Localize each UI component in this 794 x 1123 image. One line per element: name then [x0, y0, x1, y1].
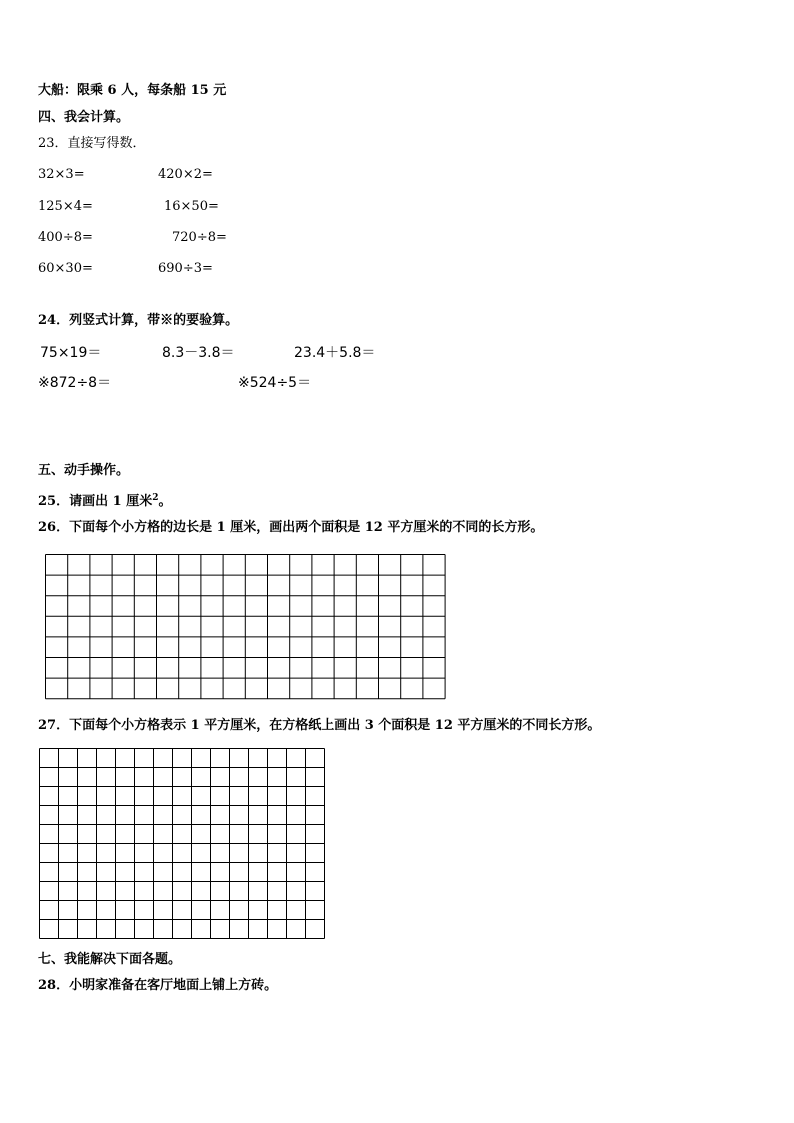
- question-25-end: 。: [158, 494, 172, 509]
- vertical-calc-item: 8.3－3.8＝: [162, 345, 235, 361]
- question-27: 27．下面每个小方格表示 1 平方厘米，在方格纸上画出 3 个面积是 12 平方厘米的不同长方形。: [38, 718, 601, 733]
- vertical-calc-item: ※524÷5＝: [238, 375, 312, 391]
- calc-item: 420×2=: [158, 167, 213, 182]
- question-24: 24．列竖式计算，带※的要验算。: [38, 313, 239, 328]
- section-4-heading: 四、我会计算。: [38, 110, 130, 125]
- superscript: 2: [152, 493, 159, 503]
- question-25: [38, 490, 171, 510]
- grid-26[interactable]: [45, 554, 447, 700]
- boat-info: 大船：限乘 6 人，每条船 15 元: [38, 83, 227, 98]
- calc-item: 60×30=: [38, 261, 93, 276]
- calc-item: 720÷8=: [172, 230, 227, 245]
- section-5-heading: 五、动手操作。: [38, 463, 130, 478]
- calc-item: 690÷3=: [158, 261, 213, 276]
- question-26: 26．下面每个小方格的边长是 1 厘米，画出两个面积是 12 平方厘米的不同的长方形。: [38, 520, 544, 535]
- question-25-text: 25．请画出 1 厘米: [38, 494, 153, 509]
- section-7-heading: 七、我能解决下面各题。: [38, 952, 182, 967]
- calc-item: 125×4=: [38, 199, 93, 214]
- calc-item: 32×3=: [38, 167, 85, 182]
- question-28: 28．小明家准备在客厅地面上铺上方砖。: [38, 978, 278, 993]
- calc-item: 16×50=: [164, 199, 219, 214]
- question-23: 23．直接写得数．: [38, 136, 146, 151]
- grid-27[interactable]: [39, 748, 327, 940]
- vertical-calc-item: 23.4＋5.8＝: [294, 345, 376, 361]
- vertical-calc-item: ※872÷8＝: [38, 375, 112, 391]
- vertical-calc-item: 75×19＝: [40, 345, 102, 361]
- calc-item: 400÷8=: [38, 230, 93, 245]
